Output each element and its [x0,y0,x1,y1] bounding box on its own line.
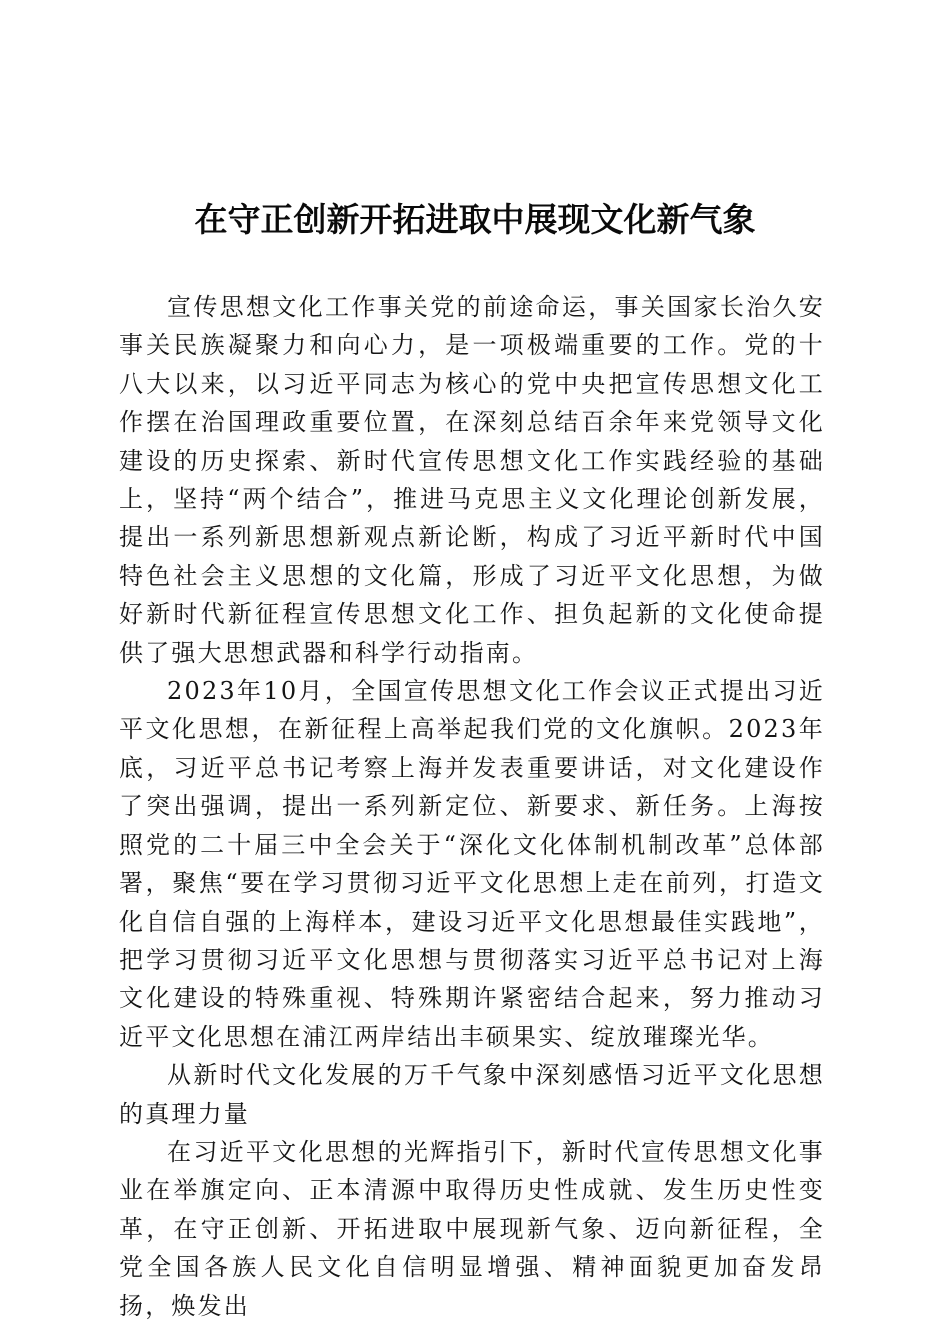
paragraph-achievements: 在习近平文化思想的光辉指引下，新时代宣传思想文化事业在举旗定向、正本清源中取得历史性成就、发生历史性变革，在守正创新、开拓进取中展现新气象、迈向新征程，全党全国各族人民文化自信明显增强、精神面貌更加奋发昂扬，焕发出 [119,1137,825,1320]
paragraph-intro: 宣传思想文化工作事关党的前途命运，事关国家长治久安事关民族凝聚力和向心力，是一项极端重要的工作。党的十八大以来，以习近平同志为核心的党中央把宣传思想文化工作摆在治国理政重要位置，在深刻总结百余年来党领导文化建设的历史探索、新时代宣传思想文化工作实践经验的基础上，坚持“两个结合”，推进马克思主义文化理论创新发展，提出一系列新思想新观点新论断，构成了习近平新时代中国特色社会主义思想的文化篇，形成了习近平文化思想，为做好新时代新征程宣传思想文化工作、担负起新的文化使命提供了强大思想武器和科学行动指南。 [119,293,825,667]
document-body [119,288,825,1325]
section-heading: 从新时代文化发展的万千气象中深刻感悟习近平文化思想的真理力量 [119,1061,825,1128]
paragraph-conference: 2023年10月，全国宣传思想文化工作会议正式提出习近平文化思想，在新征程上高举起我们党的文化旗帜。2023年底，习近平总书记考察上海并发表重要讲话，对文化建设作了突出强调，提出一系列新定位、新要求、新任务。上海按照党的二十届三中全会关于“深化文化体制机制改革”总体部署，聚焦“要在学习贯彻习近平文化思想上走在前列，打造文化自信自强的上海样本，建设习近平文化思想最佳实践地”，把学习贯彻习近平文化思想与贯彻落实习近平总书记对上海文化建设的特殊重视、特殊期许紧密结合起来，努力推动习近平文化思想在浦江两岸结出丰硕果实、绽放璀璨光华。 [119,677,825,1051]
document-title: 在守正创新开拓进取中展现文化新气象 [194,200,756,239]
